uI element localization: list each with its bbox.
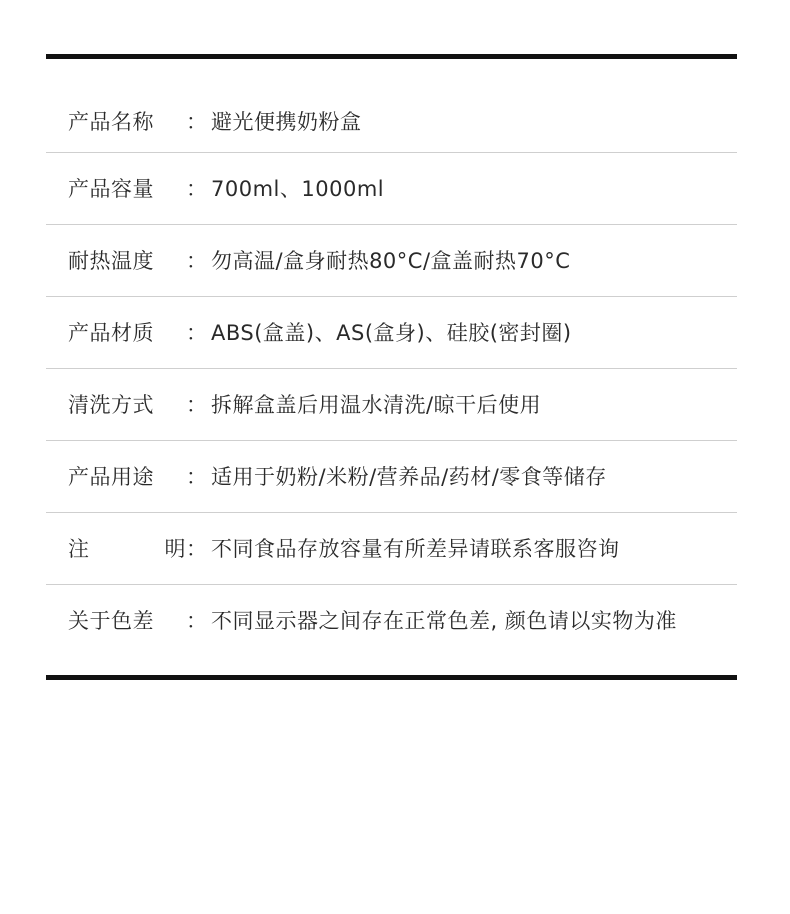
spec-label: 关于色差	[68, 609, 154, 633]
spec-colon: ：	[186, 465, 208, 489]
spec-colon: ：	[186, 537, 208, 561]
spec-value: 不同显示器之间存在正常色差, 颜色请以实物为准	[211, 609, 677, 633]
spec-row-material	[46, 297, 737, 369]
spec-colon: ：	[186, 393, 208, 417]
spec-row-heat-resistance	[46, 225, 737, 297]
spec-row-usage	[46, 441, 737, 513]
spec-label: 产品用途	[68, 465, 154, 489]
spec-value: ABS(盒盖)、AS(盒身)、硅胶(密封圈)	[211, 321, 572, 345]
spec-label: 耐热温度	[68, 249, 154, 273]
spec-row-note	[46, 513, 737, 585]
spec-label	[68, 537, 186, 561]
spec-value: 不同食品存放容量有所差异请联系客服咨询	[211, 537, 620, 561]
spec-label: 产品名称	[68, 110, 154, 134]
spec-row-cleaning	[46, 369, 737, 441]
spec-colon: ：	[186, 177, 208, 201]
spec-colon: ：	[186, 249, 208, 273]
spec-label-part: 明	[164, 537, 186, 561]
spec-row-capacity	[46, 153, 737, 225]
bottom-thick-rule	[46, 675, 737, 680]
spec-row-name	[46, 59, 737, 153]
spec-colon: ：	[186, 609, 208, 633]
spec-label: 产品容量	[68, 177, 154, 201]
spec-value: 勿高温/盒身耐热80°C/盒盖耐热70°C	[211, 249, 571, 273]
product-spec-table	[46, 54, 737, 680]
spec-label-part: 注	[68, 537, 90, 561]
spec-value: 700ml、1000ml	[211, 177, 385, 201]
spec-colon: ：	[186, 321, 208, 345]
spec-colon: ：	[186, 110, 208, 134]
spec-label: 产品材质	[68, 321, 154, 345]
spec-value: 避光便携奶粉盒	[211, 110, 362, 134]
spec-value: 拆解盒盖后用温水清洗/晾干后使用	[211, 393, 542, 417]
spec-row-color-difference	[46, 585, 737, 657]
spec-value: 适用于奶粉/米粉/营养品/药材/零食等储存	[211, 465, 607, 489]
spec-label: 清洗方式	[68, 393, 154, 417]
